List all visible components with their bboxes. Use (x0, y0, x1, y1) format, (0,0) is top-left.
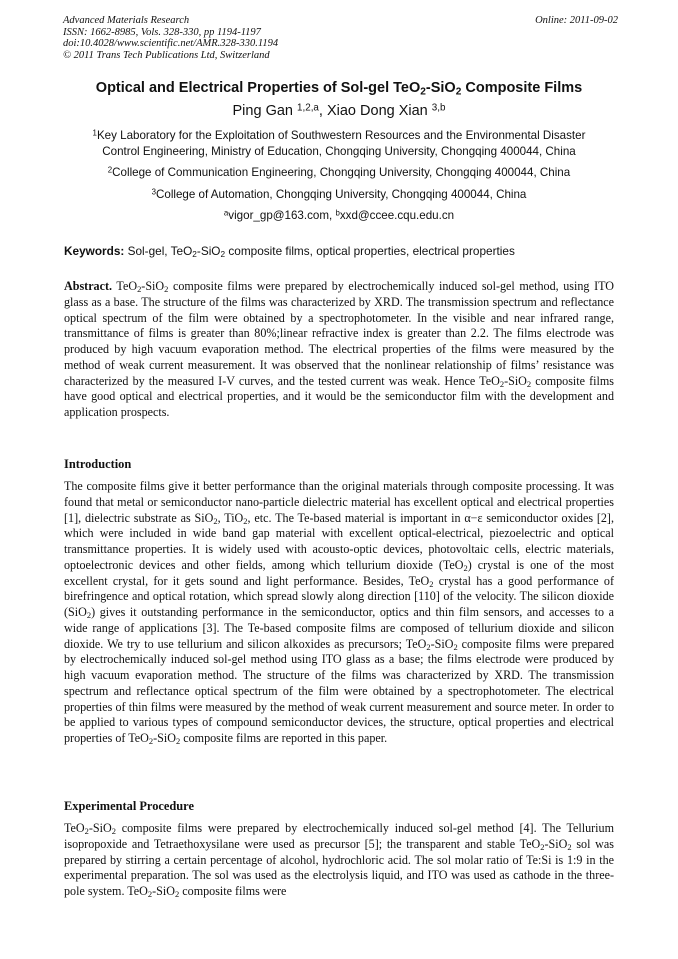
affiliation-1: $^1$Key Laboratory for the Exploitation of Southwestern Resources and the Environmental Disaster Control Engineering, Ministry of Education, Chongqing University, Chongqing 400044, China (92, 128, 586, 158)
abstract-paragraph: Abstract. TeO$_2$-SiO$_2$ composite films were prepared by electrochemically induced sol-gel method, using ITO glass as a base. The structure of the films was characterized by XRD. The transmission spectrum and reflectance optical spectrum of the film were obtained by a spectrophotometer. In the visible and near infrared range, transmittance of films is greater than 80%;linear refractive index is greater than 2.2. The films electrode was produced by high vacuum evaporation method. The electrical properties of the films were measured by the method of weak current measurement. It was observed that the nonlinear relationship of films’ resistance was characterized by the measured I-V curves, and the tested current was weak. Hence TeO$_2$-SiO$_2$ composite films have good optical and electrical properties, and it would be the semiconductor film with the development and application prospects. (64, 279, 614, 419)
online-date: Online: 2011-09-02 (535, 15, 618, 26)
author-xiao-dong-xian: , Xiao Dong Xian (318, 103, 432, 119)
affiliation-2: $^2$College of Communication Engineering, Chongqing University, Chongqing 400044, China (107, 165, 571, 179)
author-line: Ping Gan $^{1,2,a}$, Xiao Dong Xian $^{3,b}$ (232, 102, 446, 119)
author-ping-gan: Ping Gan (232, 103, 298, 119)
journal-name: Advanced Materials Research (63, 15, 190, 26)
copyright-line: © 2011 Trans Tech Publications Ltd, Switzerland (63, 49, 270, 61)
keywords-line: Keywords: Sol-gel, TeO$_2$-SiO$_2$ composite films, optical properties, electrical properties (64, 244, 515, 260)
experimental-heading: Experimental Procedure (64, 799, 194, 813)
introduction-heading: Introduction (64, 457, 132, 471)
affiliation-3: $^3$College of Automation, Chongqing University, Chongqing 400044, China (151, 187, 527, 201)
journal-header (63, 15, 618, 61)
introduction-paragraph: The composite films give it better performance than the original materials through composite processing. It was found that metal or semiconductor nano-particle dielectric material has excellent optical and electrical properties [1], dielectric substrate as SiO$_2$, TiO$_2$, etc. The Te-based material is important in α−ε semiconductor oxides [2], which were included in wide band gap material with excellent optical-electrical, piezoelectric and optical transmittance properties. It is widely used with acousto-optic devices, photovoltaic cells, electric materials, optoelectronic devices and other fields, among which tellurium dioxide (TeO$_2$) crystal is one of the most excellent crystal, for it gets sound and light performance. Besides, TeO$_2$ crystal has a good performance of birefringence and optical rotation, which spread slowly along direction [110] of the velocity. The silicon dioxide (SiO$_2$) gives it outstanding performance in the semiconductor, optics and thin film sensors, and accesses to a wide range of applications [3]. The Te-based composite films are composed of tellurium dioxide and silicon dioxide. We try to use tellurium and silicon alkoxides as precursors; TeO$_2$-SiO$_2$ composite films were prepared by electrochemically induced sol-gel method using ITO glass as a base; the films electrode were produced by high vacuum evaporation method. The structure of the films was characterized by XRD. The transmission spectrum and reflectance optical spectrum of the film were obtained by a spectrophotometer. The electrical properties of thin films were measured by the method of weak current measurement and source meter. In order to be applied to various types of compound semiconductor devices, the structure, optical properties and electrical properties of TeO$_2$-SiO$_2$ composite films are reported in this paper. (64, 479, 614, 747)
keywords-label: Keywords: (64, 244, 125, 258)
doi-line: doi:10.4028/www.scientific.net/AMR.328-330.1194 (63, 38, 279, 49)
issn-line: ISSN: 1662-8985, Vols. 328-330, pp 1194-1197 (63, 26, 261, 38)
abstract-label: Abstract. (64, 279, 113, 293)
paper-title: Optical and Electrical Properties of Sol-gel TeO$_2$-SiO$_2$ Composite Films (95, 80, 583, 98)
experimental-paragraph: TeO$_2$-SiO$_2$ composite films were prepared by electrochemically induced sol-gel method [4]. The Tellurium isopropoxide and Tetraethoxysilane were used as precursor [5]; the transparent and stable TeO$_2$-SiO$_2$ sol was prepared by stirring a certain percentage of alcohol, hydrochloric acid. The sol molar ratio of Te:Si is 1:9 in the experimental preparation. The sol was used as the electrolysis liquid, and ITO was used as cathode in the three-pole system. TeO$_2$-SiO$_2$ composite films were (64, 821, 614, 900)
email-line: $^a$vigor_gp@163.com, $^b$xxd@ccee.cqu.edu.cn (223, 208, 455, 222)
